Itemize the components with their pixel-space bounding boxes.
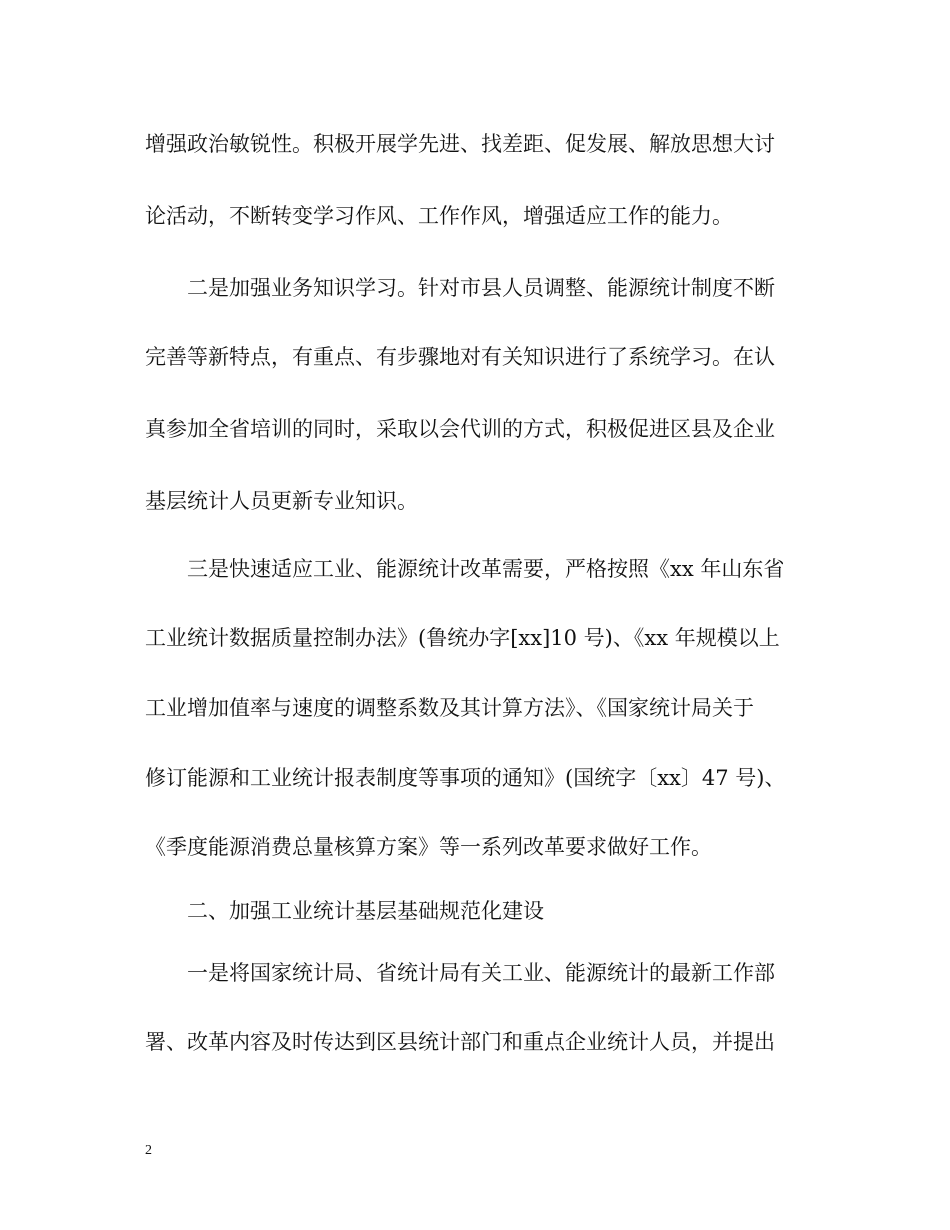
text-line: 修订能源和工业统计报表制度等事项的通知》(国统字〔xx〕47 号)、 [145,766,786,790]
text-line: 一是将国家统计局、省统计局有关工业、能源统计的最新工作部 [187,961,775,985]
text-line: 工业增加值率与速度的调整系数及其计算方法》、《国家统计局关于 [145,696,754,720]
text-line: 真参加全省培训的同时，采取以会代训的方式，积极促进区县及企业 [145,417,775,441]
text-line: 《季度能源消费总量核算方案》等一系列改革要求做好工作。 [145,835,712,859]
text-line: 三是快速适应工业、能源统计改革需要，严格按照《xx 年山东省 [187,557,785,581]
text-line: 基层统计人员更新专业知识。 [145,489,418,513]
text-line: 增强政治敏锐性。积极开展学先进、找差距、促发展、解放思想大讨 [145,132,775,156]
page-number: 2 [145,1143,152,1158]
text-line: 论活动，不断转变学习作风、工作作风，增强适应工作的能力。 [145,204,733,228]
text-line: 二是加强业务知识学习。针对市县人员调整、能源统计制度不断 [187,276,775,300]
text-line: 完善等新特点，有重点、有步骤地对有关知识进行了系统学习。在认 [145,345,775,369]
section-heading: 二、加强工业统计基层基础规范化建设 [187,899,544,923]
text-line: 署、改革内容及时传达到区县统计部门和重点企业统计人员，并提出 [145,1030,775,1054]
text-line: 工业统计数据质量控制办法》(鲁统办字[xx]10 号)、《xx 年规模以上 [145,626,780,650]
